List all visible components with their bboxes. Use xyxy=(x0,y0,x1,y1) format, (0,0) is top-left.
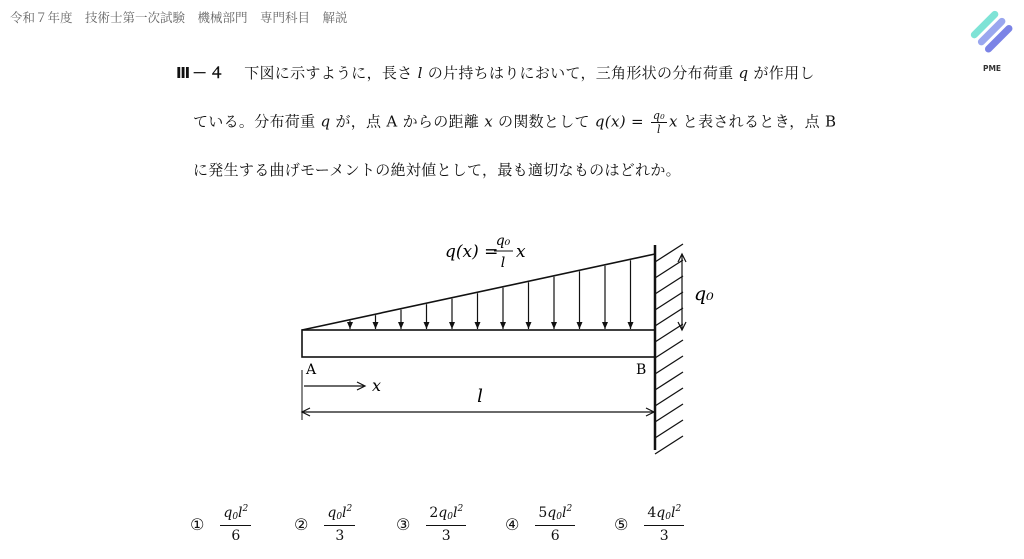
fraction-denominator: 6 xyxy=(231,528,241,544)
load-slope-line xyxy=(302,254,655,330)
hatch-line xyxy=(655,436,683,454)
page-header: 令和７年度 技術士第一次試験 機械部門 専門科目 解説 xyxy=(10,10,348,25)
choice-2[interactable] xyxy=(294,500,355,548)
choice-fraction xyxy=(426,505,466,543)
hatch-line xyxy=(655,292,683,310)
load-arrow-icon xyxy=(398,310,404,329)
fraction-numerator: $q_0l^2$ xyxy=(220,505,251,526)
choice-3[interactable] xyxy=(396,500,466,548)
choice-coef: 5 xyxy=(538,505,548,521)
load-arrow-icon xyxy=(424,304,430,329)
load-function-rhs: x xyxy=(516,242,526,262)
hatch-line xyxy=(655,356,683,374)
hatch-line xyxy=(655,340,683,358)
fraction-denominator: 3 xyxy=(659,528,669,544)
choice-number: ③ xyxy=(396,514,411,534)
fraction-denominator: 3 xyxy=(441,528,451,544)
formula-lhs: q(x) = xyxy=(594,112,649,131)
load-function-lhs: q(x) = xyxy=(445,242,499,262)
hatch-line xyxy=(655,420,683,438)
text-segment: ている。分布荷重 xyxy=(193,112,321,131)
var-l: l xyxy=(417,64,423,82)
load-arrow-icon xyxy=(577,271,583,329)
formula-rhs: x xyxy=(668,112,678,131)
answer-choices xyxy=(0,500,1024,550)
choice-fraction xyxy=(535,505,575,543)
hatch-line xyxy=(655,276,683,294)
choice-number: ④ xyxy=(505,514,520,534)
text-segment: と表されるとき，点 B xyxy=(677,112,837,131)
fraction-denominator: 3 xyxy=(335,528,345,544)
q0-label: q₀ xyxy=(694,283,714,305)
choice-coef: 2 xyxy=(429,505,439,521)
fraction-numerator: $5q_0l^2$ xyxy=(535,505,575,526)
text-segment: が，点 A からの距離 xyxy=(330,112,485,131)
point-a-label: A xyxy=(306,362,317,378)
beam xyxy=(302,330,655,357)
text-segment: が作用し xyxy=(748,64,815,82)
problem-line-3: に発生する曲げモーメントの絶対値として，最も適切なものはどれか。 xyxy=(193,161,681,179)
choice-1[interactable] xyxy=(190,500,251,548)
fraction-denominator: 6 xyxy=(550,528,560,544)
load-function-den: l xyxy=(500,255,506,271)
var-x: x xyxy=(484,112,493,131)
fraction-denominator: l xyxy=(657,123,661,136)
logo-text: PME xyxy=(982,64,1002,73)
load-arrow-icon xyxy=(526,282,532,329)
hatch-line xyxy=(655,324,683,342)
hatch-line xyxy=(655,404,683,422)
choice-5[interactable] xyxy=(614,500,684,548)
choice-4[interactable] xyxy=(505,500,575,548)
load-arrow-icon xyxy=(500,288,506,329)
fraction-numerator: q₀ xyxy=(652,109,665,122)
load-arrow-icon xyxy=(449,299,455,329)
load-arrow-icon xyxy=(628,260,634,329)
text-segment: の片持ちはりにおいて，三角形状の分布荷重 xyxy=(422,64,739,82)
fraction-numerator: $2q_0l^2$ xyxy=(426,505,466,526)
hatch-line xyxy=(655,372,683,390)
choice-number: ① xyxy=(190,514,205,534)
var-q: q xyxy=(320,112,331,131)
problem-number: Ⅲ－４ xyxy=(176,64,227,82)
choice-fraction xyxy=(644,505,684,543)
load-arrow-icon xyxy=(373,315,379,329)
fraction-numerator: $4q_0l^2$ xyxy=(644,505,684,526)
text-segment: 下図に示すように，長さ xyxy=(244,64,418,82)
load-arrow-icon xyxy=(347,321,353,329)
choice-number: ② xyxy=(294,514,309,534)
load-function-num: q₀ xyxy=(495,233,511,249)
load-arrows xyxy=(347,260,634,329)
choice-fraction xyxy=(324,505,355,543)
text-segment: の関数として xyxy=(492,112,595,131)
point-b-label: B xyxy=(636,362,647,378)
length-label: l xyxy=(477,386,483,407)
hatch-line xyxy=(655,388,683,406)
fraction-numerator: $q_0l^2$ xyxy=(324,505,355,526)
load-arrow-icon xyxy=(551,277,557,329)
load-arrow-icon xyxy=(475,293,481,329)
x-axis-label: x xyxy=(372,376,382,395)
choice-fraction xyxy=(220,505,251,543)
var-q: q xyxy=(738,64,749,82)
choice-number: ⑤ xyxy=(614,514,629,534)
hatch-line xyxy=(655,260,683,278)
wall-hatching xyxy=(655,244,683,454)
choice-coef: 4 xyxy=(647,505,657,521)
load-arrow-icon xyxy=(602,266,608,329)
